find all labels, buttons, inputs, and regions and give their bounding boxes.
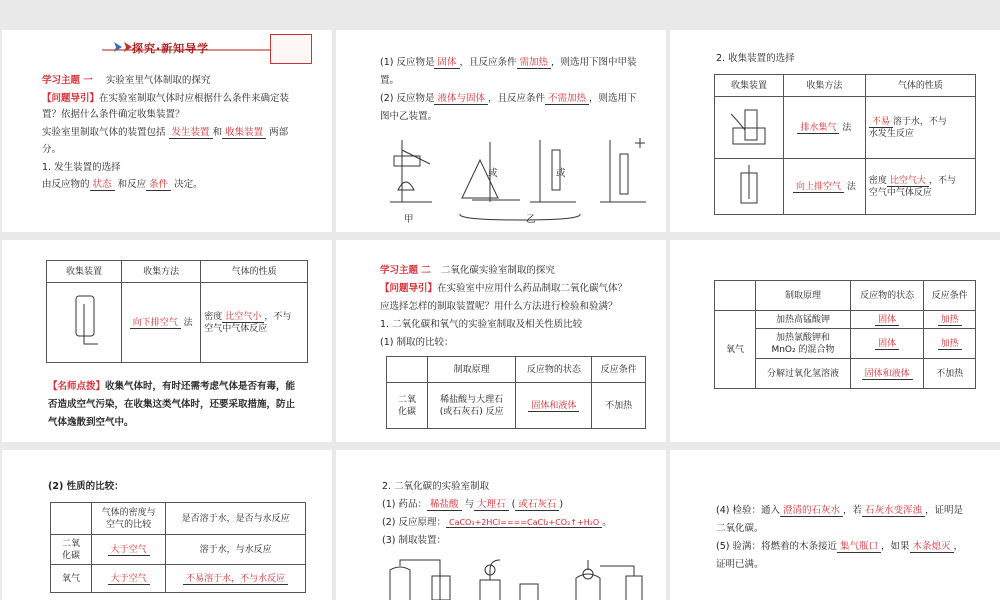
text: (2) 反应原理： — [382, 517, 446, 528]
corner-cell — [51, 503, 92, 535]
slide-2 — [336, 30, 666, 232]
text: 气体的密度与 — [101, 507, 156, 518]
density-cell — [92, 565, 166, 593]
state-cell — [850, 359, 923, 389]
corner-cell — [387, 357, 428, 383]
text: 二氧 — [397, 394, 416, 405]
answer: 向上排空气 — [793, 182, 844, 193]
text: ，不与 — [264, 311, 292, 322]
text: (1) 反应物是 — [380, 57, 435, 68]
col-header: 气体的性质 — [865, 75, 975, 97]
answer: 不需加热 — [545, 93, 589, 105]
answer: 固体 — [434, 57, 459, 69]
guide-text-2: 置？依据什么条件确定收集装置？ — [42, 109, 185, 120]
banner-title: 探究·新知导学 — [132, 42, 210, 55]
section-heading: 1. 二氧化碳和氧气的实验室制取及相关性质比较 — [380, 319, 583, 330]
answer-state: 状态 — [90, 179, 115, 191]
col-header: 反应条件 — [924, 281, 976, 311]
col-header: 收集装置 — [47, 261, 122, 283]
text: (1) 药品： — [382, 499, 427, 510]
state-cell — [850, 329, 923, 359]
answer: 液体与固体 — [434, 93, 488, 105]
slide-8 — [336, 450, 666, 600]
principle-cell — [428, 383, 516, 429]
slide-1 — [2, 30, 332, 232]
text: 溶于水，不与 — [892, 116, 947, 127]
text: (2) 反应物是 — [380, 93, 435, 104]
answer: 需加热 — [517, 57, 552, 69]
text: ，则选用下 — [589, 93, 637, 104]
sub-heading: (3) 制取装置： — [382, 535, 446, 546]
text: 分。 — [42, 144, 62, 155]
apparatus-cell — [715, 97, 784, 159]
text: 和 — [212, 127, 223, 138]
guide-text: 在实验室中应用什么药品制取二氧化碳气体？ — [437, 283, 628, 294]
answer: 大理石 — [474, 499, 509, 511]
text: 空气中气体反应 — [868, 187, 932, 198]
gas-cell: 氧气 — [51, 565, 92, 593]
answer: 木条熄灭 — [910, 541, 954, 553]
text: 法 — [842, 122, 852, 133]
text: 法 — [183, 317, 193, 328]
text: 水发生反应 — [868, 128, 914, 139]
topic-label: 学习主题 二 — [380, 265, 431, 276]
text: ，且反应条件 — [459, 57, 517, 68]
answer: 固体和液体 — [528, 401, 579, 412]
method-cell — [784, 159, 866, 215]
text: 稀盐酸与大理石 — [440, 394, 504, 405]
state-cell — [516, 383, 592, 429]
method-cell — [784, 97, 866, 159]
text: 加热氯酸钾和 — [775, 332, 830, 343]
property-cell — [865, 97, 975, 159]
apparatus-cell — [715, 159, 784, 215]
text: 实验室里制取气体的装置包括 — [42, 127, 166, 138]
answer: 不易溶于水，不与水反应 — [183, 574, 288, 585]
text: 空气中气体反应 — [204, 323, 268, 334]
gas-cell — [51, 535, 92, 565]
slide-6 — [670, 240, 1000, 442]
col-header: 是否溶于水，是否与水反应 — [166, 503, 306, 535]
slide-3 — [670, 30, 1000, 232]
text: (或石灰石) 反应 — [439, 406, 504, 417]
answer: 固体 — [875, 315, 899, 326]
sub-heading: (1) 制取的比较： — [380, 337, 454, 348]
text: ， — [953, 541, 964, 552]
text: 空气的比较 — [106, 519, 152, 530]
text: MnO₂ 的混合物 — [771, 344, 835, 355]
method-cell — [122, 283, 201, 363]
text: ，如果 — [881, 541, 910, 552]
answer: 集气瓶口 — [837, 541, 881, 553]
answer: 加热 — [938, 339, 962, 350]
sub-heading: (2) 性质的比较： — [48, 481, 124, 492]
text: 化碳 — [61, 550, 80, 561]
principle-cell: 分解过氧化氢溶液 — [756, 359, 851, 389]
property-cell — [201, 283, 308, 363]
tip-text: 收集气体时，有时还需考虑气体是否有毒，能 — [105, 381, 296, 392]
solubility-cell: 溶于水，与水反应 — [166, 535, 306, 565]
collection-table — [46, 260, 308, 363]
text: 密度 — [204, 311, 223, 322]
col-header: 收集装置 — [715, 75, 784, 97]
col-header: 反应物的状态 — [850, 281, 923, 311]
text: 置。 — [380, 75, 400, 86]
answer: 澄清的石灰水 — [780, 505, 843, 517]
cond-cell — [924, 329, 976, 359]
col-header — [92, 503, 166, 535]
property-cell — [865, 159, 975, 215]
principle-cell — [756, 329, 851, 359]
text: 与 — [464, 499, 475, 510]
or-label: 或 — [556, 168, 566, 179]
text: ，若 — [843, 505, 863, 516]
label-jia: 甲 — [404, 214, 414, 225]
tip-text: 气体逸散到空气中。 — [48, 417, 134, 428]
text: 二氧化碳。 — [716, 523, 764, 534]
answer: 大于空气 — [108, 574, 150, 585]
cond-cell: 不加热 — [924, 359, 976, 389]
gas-cell — [387, 383, 428, 429]
o2-preparation-table — [714, 280, 976, 389]
slide-9 — [670, 450, 1000, 600]
col-header: 反应条件 — [592, 357, 646, 383]
col-header: 收集方法 — [122, 261, 201, 283]
apparatus-cell — [47, 283, 122, 363]
downward-air-icon — [64, 290, 104, 352]
co2-apparatus-diagram — [386, 556, 656, 600]
text: 决定。 — [174, 179, 203, 190]
answer: 不易 — [869, 117, 893, 128]
text: 二氧 — [61, 538, 80, 549]
principle-cell: 加热高锰酸钾 — [756, 311, 851, 329]
answer: 或石灰石 — [515, 499, 559, 511]
tip-label: 【名师点拨】 — [48, 381, 106, 392]
text: 图中乙装置。 — [380, 111, 438, 122]
col-header: 气体的性质 — [201, 261, 308, 283]
answer: 固体 — [875, 339, 899, 350]
text: ，证明是 — [925, 505, 964, 516]
generator-apparatus-diagram — [380, 130, 660, 225]
equation: CaCO₃+2HCl====CaCl₂+CO₂↑+H₂O — [446, 518, 602, 528]
gas-cell: 氧气 — [715, 311, 756, 389]
state-cell — [850, 311, 923, 329]
answer-col: 收集装置 — [222, 127, 266, 139]
text: (5) 验满：将燃着的木条接近 — [716, 541, 837, 552]
slide-7 — [2, 450, 332, 600]
property-comparison-table — [50, 502, 306, 593]
collection-table — [714, 74, 976, 215]
col-header: 反应物的状态 — [516, 357, 592, 383]
slide-4 — [2, 240, 332, 442]
answer: 石灰水变浑浊 — [862, 505, 925, 517]
text: 化碳 — [397, 406, 416, 417]
guide-label: 【问题导引】 — [380, 283, 438, 294]
answer: 加热 — [938, 315, 962, 326]
text: ，不与 — [928, 175, 956, 186]
text: 由反应物的 — [42, 179, 90, 190]
text: ) — [559, 499, 564, 510]
text: 法 — [846, 181, 856, 192]
text: 和反应 — [117, 179, 147, 190]
topic-label: 学习主题 一 — [42, 75, 93, 86]
answer-gen: 发生装置 — [169, 127, 213, 139]
section-banner — [102, 38, 282, 56]
text: 证明已满。 — [716, 559, 764, 570]
co2-preparation-table — [386, 356, 646, 429]
guide-text: 在实验室制取气体时应根据什么条件来确定装 — [99, 93, 290, 104]
section-heading: 2. 二氧化碳的实验室制取 — [382, 481, 490, 492]
corner-cell — [715, 281, 756, 311]
answer: 向下排空气 — [130, 318, 181, 329]
section-heading: 2. 收集装置的选择 — [716, 53, 795, 64]
guide-label: 【问题导引】 — [42, 93, 100, 104]
label-yi: 乙 — [526, 214, 536, 225]
tip-text: 否造成空气污染，在收集这类气体时，还要采取措施，防止 — [48, 399, 296, 410]
answer: 大于空气 — [108, 545, 150, 556]
text: (4) 检验：通入 — [716, 505, 780, 516]
answer: 稀盐酸 — [427, 499, 462, 511]
guide-text: 应选择怎样的制取装置呢？用什么方法进行检验和验满？ — [380, 301, 618, 312]
water-displacement-icon — [729, 104, 769, 148]
text: ( — [511, 499, 516, 510]
slide-5 — [336, 240, 666, 442]
topic-title: 二氧化碳实验室制取的探究 — [440, 265, 555, 276]
col-header: 制取原理 — [428, 357, 516, 383]
text: 密度 — [868, 175, 887, 186]
answer: 比空气小 — [222, 312, 264, 323]
note-thumbnail — [270, 34, 312, 64]
answer: 固体和液体 — [862, 369, 913, 380]
text: 。 — [602, 517, 612, 528]
solubility-cell — [166, 565, 306, 593]
answer-cond: 条件 — [146, 179, 171, 191]
answer: 排水集气 — [797, 123, 839, 134]
col-header: 收集方法 — [784, 75, 866, 97]
or-label: 或 — [488, 168, 498, 179]
col-header: 制取原理 — [756, 281, 851, 311]
cond-cell: 不加热 — [592, 383, 646, 429]
cond-cell — [924, 311, 976, 329]
section-heading: 1. 发生装置的选择 — [42, 162, 121, 173]
text: ，且反应条件 — [488, 93, 546, 104]
upward-air-icon — [729, 163, 769, 207]
density-cell — [92, 535, 166, 565]
text: 两部 — [269, 127, 289, 138]
answer: 比空气大 — [887, 176, 929, 187]
topic-title: 实验室里气体制取的探究 — [105, 75, 211, 86]
text: ，则选用下图中甲装 — [551, 57, 637, 68]
